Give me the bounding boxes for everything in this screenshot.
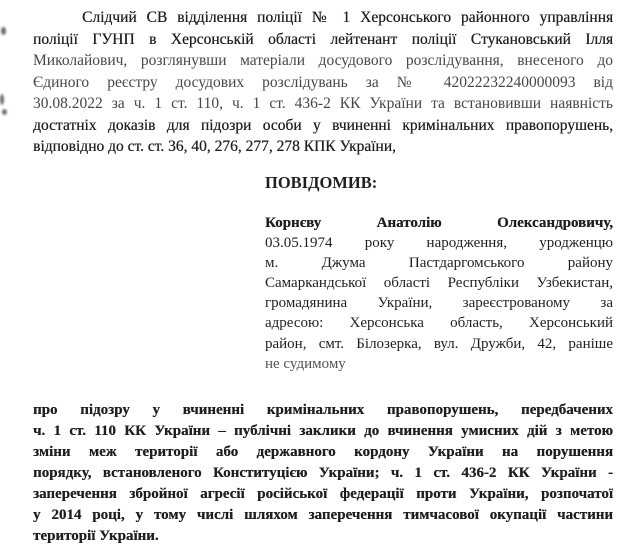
notification-heading: ПОВІДОМИВ:	[265, 172, 378, 192]
scan-artifact	[0, 94, 4, 105]
text-line: не судимому	[265, 355, 346, 372]
charges-paragraph	[33, 400, 613, 547]
recipient-block	[265, 213, 613, 375]
text-line: ч. 1 ст. 110 КК України – публічні заклики до вчинення умисних дій з метою	[33, 423, 613, 439]
text-line: про підозру у вчиненні кримінальних правопорушень, передбачених	[33, 402, 613, 418]
text-line: відповідно до ст. ст. 36, 40, 276, 277, 278 КПК України,	[33, 138, 396, 155]
text-line: поліції ГУНП в Херсонській області лейтенант поліції Стукановський Ілля	[33, 30, 613, 48]
text-line: 03.05.1974 року народження, уродженцю	[265, 234, 613, 251]
text-line: громадянина України, зареєстрованому за	[265, 295, 613, 312]
text-line: зміни меж території або державного кордону України на порушення	[33, 444, 613, 460]
text-line: адресою: Херсонська область, Херсонський	[265, 315, 613, 332]
text-line: Єдиного реєстру досудових розслідувань за № 42022232240000093 від	[33, 73, 613, 91]
text-line: Слідчий СВ відділення поліції № 1 Херсонського районного управління	[82, 9, 613, 26]
text-line: порядку, встановленого Конституцією України; ч. 1 ст. 436-2 КК України -	[33, 465, 613, 481]
text-line: заперечення збройної агресії російської федерації проти України, розпочатої	[33, 486, 613, 502]
text-line: у 2014 році, у тому числі шляхом заперечення тимчасової окупації частини	[33, 507, 613, 523]
text-line: м. Джума Пастдаргомського району	[265, 254, 613, 271]
recipient-name: Корнєву Анатолію Олександровичу,	[265, 214, 613, 231]
text-line: Самаркандської області Республіки Узбекистан,	[265, 275, 613, 292]
text-line: достатніх доказів для підозри особи у вчиненні кримінальних правопорушень,	[33, 116, 613, 134]
intro-paragraph	[33, 7, 613, 158]
recipient-details	[265, 233, 613, 374]
text-line: Миколайович, розглянувши матеріали досудового розслідування, внесеного до	[33, 52, 613, 69]
scan-artifact	[2, 109, 7, 115]
text-line: території України.	[33, 528, 159, 544]
scan-artifact	[1, 27, 6, 35]
text-line: 30.08.2022 за ч. 1 ст. 110, ч. 1 ст. 436-2 КК України та встановивши наявність	[33, 95, 613, 112]
text-line: район, смт. Білозерка, вул. Дружби, 42, раніше	[265, 335, 613, 352]
